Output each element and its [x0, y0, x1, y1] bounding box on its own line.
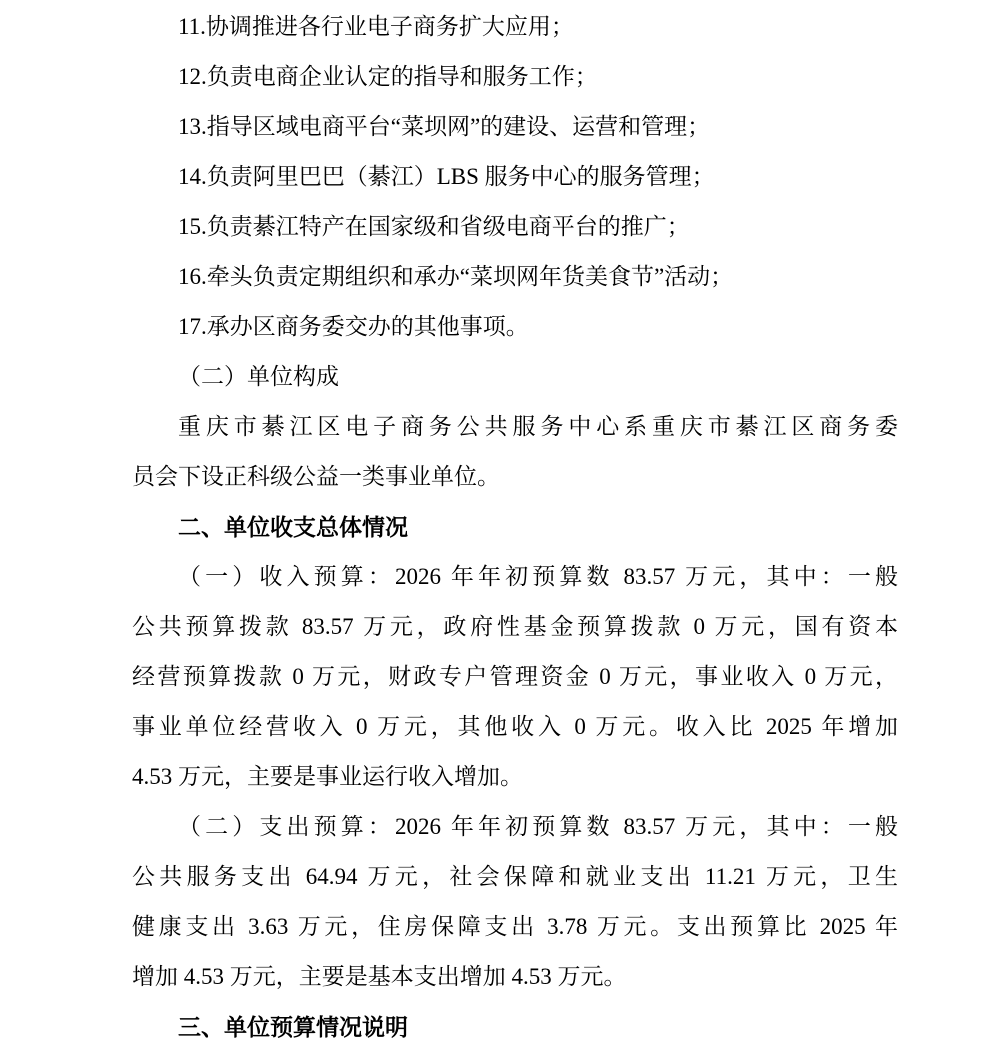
text-segment: 公共服务支出 64.94 万元，社会保障和就业支出 11.21 万元，卫生 [132, 864, 898, 889]
subsection-heading-unit-composition [132, 352, 898, 402]
list-item-14 [132, 152, 898, 202]
list-item-17 [132, 302, 898, 352]
text-segment: 11.协调推进各行业电子商务扩大应用； [178, 14, 574, 39]
section-heading-3 [132, 1002, 898, 1052]
list-item-12 [132, 52, 898, 102]
text-segment: （二）支出预算： [178, 814, 395, 839]
text-segment: 15.负责綦江特产在国家级和省级电商平台的推广； [178, 214, 690, 239]
paragraph-expense-budget-line-4 [132, 952, 898, 1002]
paragraph-unit-composition-line-2 [132, 452, 898, 502]
list-item-13 [132, 102, 898, 152]
paragraph-income-budget-line-5 [132, 752, 898, 802]
text-segment: 员会下设正科级公益一类事业单位。 [132, 464, 500, 489]
text-segment: 12.负责电商企业认定的指导和服务工作； [178, 64, 598, 89]
text-segment: 2026 年年初预算数 83.57 万元，其中：一般 [395, 564, 898, 589]
paragraph-income-budget-line-2 [132, 602, 898, 652]
paragraph-expense-budget-line-3 [132, 902, 898, 952]
text-segment: 三、单位预算情况说明 [178, 1014, 408, 1040]
paragraph-expense-budget-line-2 [132, 852, 898, 902]
text-segment: （二）单位构成 [178, 364, 339, 389]
paragraph-income-budget-line-1 [132, 552, 898, 602]
document-text-body [132, 2, 898, 1052]
text-segment: 重庆市綦江区电子商务公共服务中心系重庆市綦江区商务委 [178, 414, 898, 439]
paragraph-income-budget-line-3 [132, 652, 898, 702]
text-segment: 13.指导区域电商平台“菜坝网”的建设、运营和管理； [178, 114, 711, 139]
text-segment: 经营预算拨款 0 万元，财政专户管理资金 0 万元，事业收入 0 万元， [132, 664, 898, 689]
text-segment: 健康支出 3.63 万元，住房保障支出 3.78 万元。支出预算比 2025 年 [132, 914, 898, 939]
list-item-16 [132, 252, 898, 302]
text-segment: 2026 年年初预算数 83.57 万元，其中：一般 [395, 814, 898, 839]
text-segment: （一）收入预算： [178, 564, 395, 589]
text-segment: 增加 4.53 万元，主要是基本支出增加 4.53 万元。 [132, 964, 627, 989]
text-segment: 14.负责阿里巴巴（綦江）LBS 服务中心的服务管理； [178, 164, 715, 189]
text-segment: 4.53 万元，主要是事业运行收入增加。 [132, 764, 523, 789]
text-segment: 16.牵头负责定期组织和承办“菜坝网年货美食节”活动； [178, 264, 734, 289]
section-heading-2 [132, 502, 898, 552]
paragraph-unit-composition-line-1 [132, 402, 898, 452]
list-item-15 [132, 202, 898, 252]
list-item-11 [132, 2, 898, 52]
text-segment: 事业单位经营收入 0 万元，其他收入 0 万元。收入比 2025 年增加 [132, 714, 898, 739]
paragraph-income-budget-line-4 [132, 702, 898, 752]
text-segment: 二、单位收支总体情况 [178, 514, 408, 540]
text-segment: 公共预算拨款 83.57 万元，政府性基金预算拨款 0 万元，国有资本 [132, 614, 898, 639]
paragraph-expense-budget-line-1 [132, 802, 898, 852]
text-segment: 17.承办区商务委交办的其他事项。 [178, 314, 529, 339]
